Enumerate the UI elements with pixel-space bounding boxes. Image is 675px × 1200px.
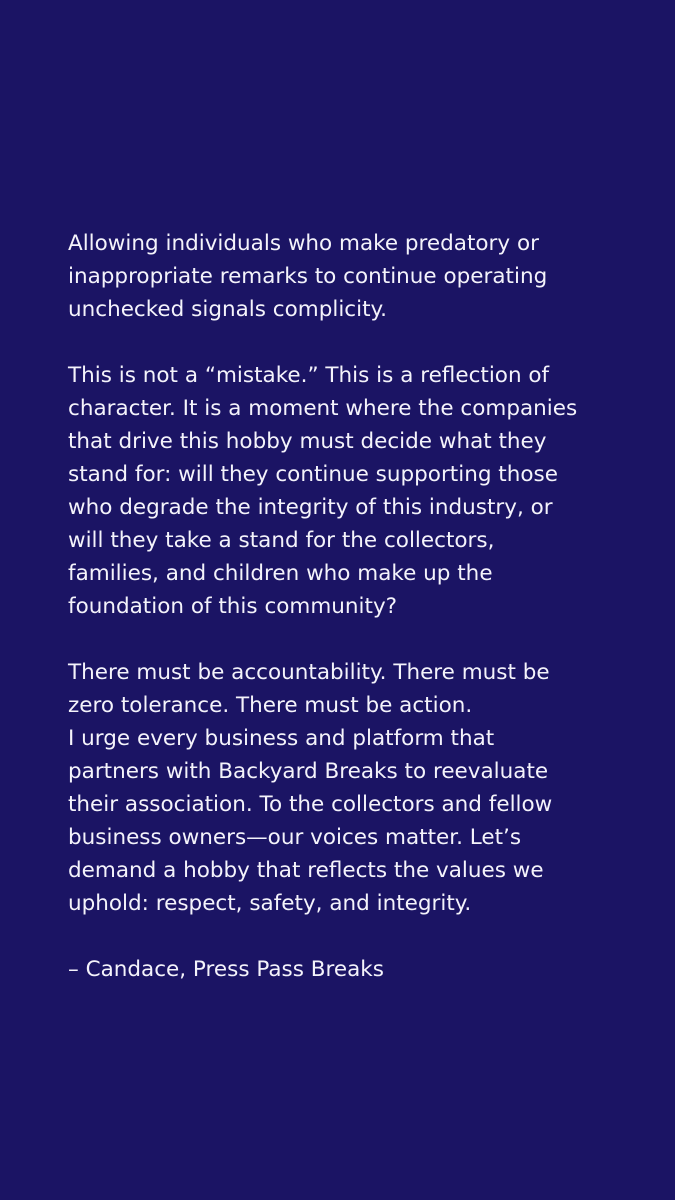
paragraph-character — [68, 359, 628, 623]
text-line: stand for: will they continue supporting those — [68, 462, 558, 487]
text-line: families, and children who make up the — [68, 561, 493, 586]
text-line: uphold: respect, safety, and integrity. — [68, 891, 472, 916]
text-line: zero tolerance. There must be action. — [68, 693, 473, 718]
text-line: foundation of this community? — [68, 594, 398, 619]
text-line: that drive this hobby must decide what they — [68, 429, 547, 454]
text-line: demand a hobby that reflects the values we — [68, 858, 544, 883]
text-line: This is not a “mistake.” This is a reflection of — [68, 363, 550, 388]
text-line: business owners—our voices matter. Let’s — [68, 825, 522, 850]
text-line: partners with Backyard Breaks to reevaluate — [68, 759, 549, 784]
signature: – Candace, Press Pass Breaks — [68, 957, 384, 982]
paragraph-accountability — [68, 656, 628, 920]
text-line: character. It is a moment where the companies — [68, 396, 578, 421]
text-line: Allowing individuals who make predatory or — [68, 231, 539, 256]
statement-text — [68, 227, 628, 986]
text-line: I urge every business and platform that — [68, 726, 495, 751]
text-line: There must be accountability. There must be — [68, 660, 550, 685]
text-line: will they take a stand for the collectors, — [68, 528, 495, 553]
text-line: their association. To the collectors and fellow — [68, 792, 553, 817]
paragraph-complicity — [68, 227, 628, 326]
text-line: who degrade the integrity of this industry, or — [68, 495, 553, 520]
text-line: inappropriate remarks to continue operating — [68, 264, 548, 289]
text-line: unchecked signals complicity. — [68, 297, 388, 322]
